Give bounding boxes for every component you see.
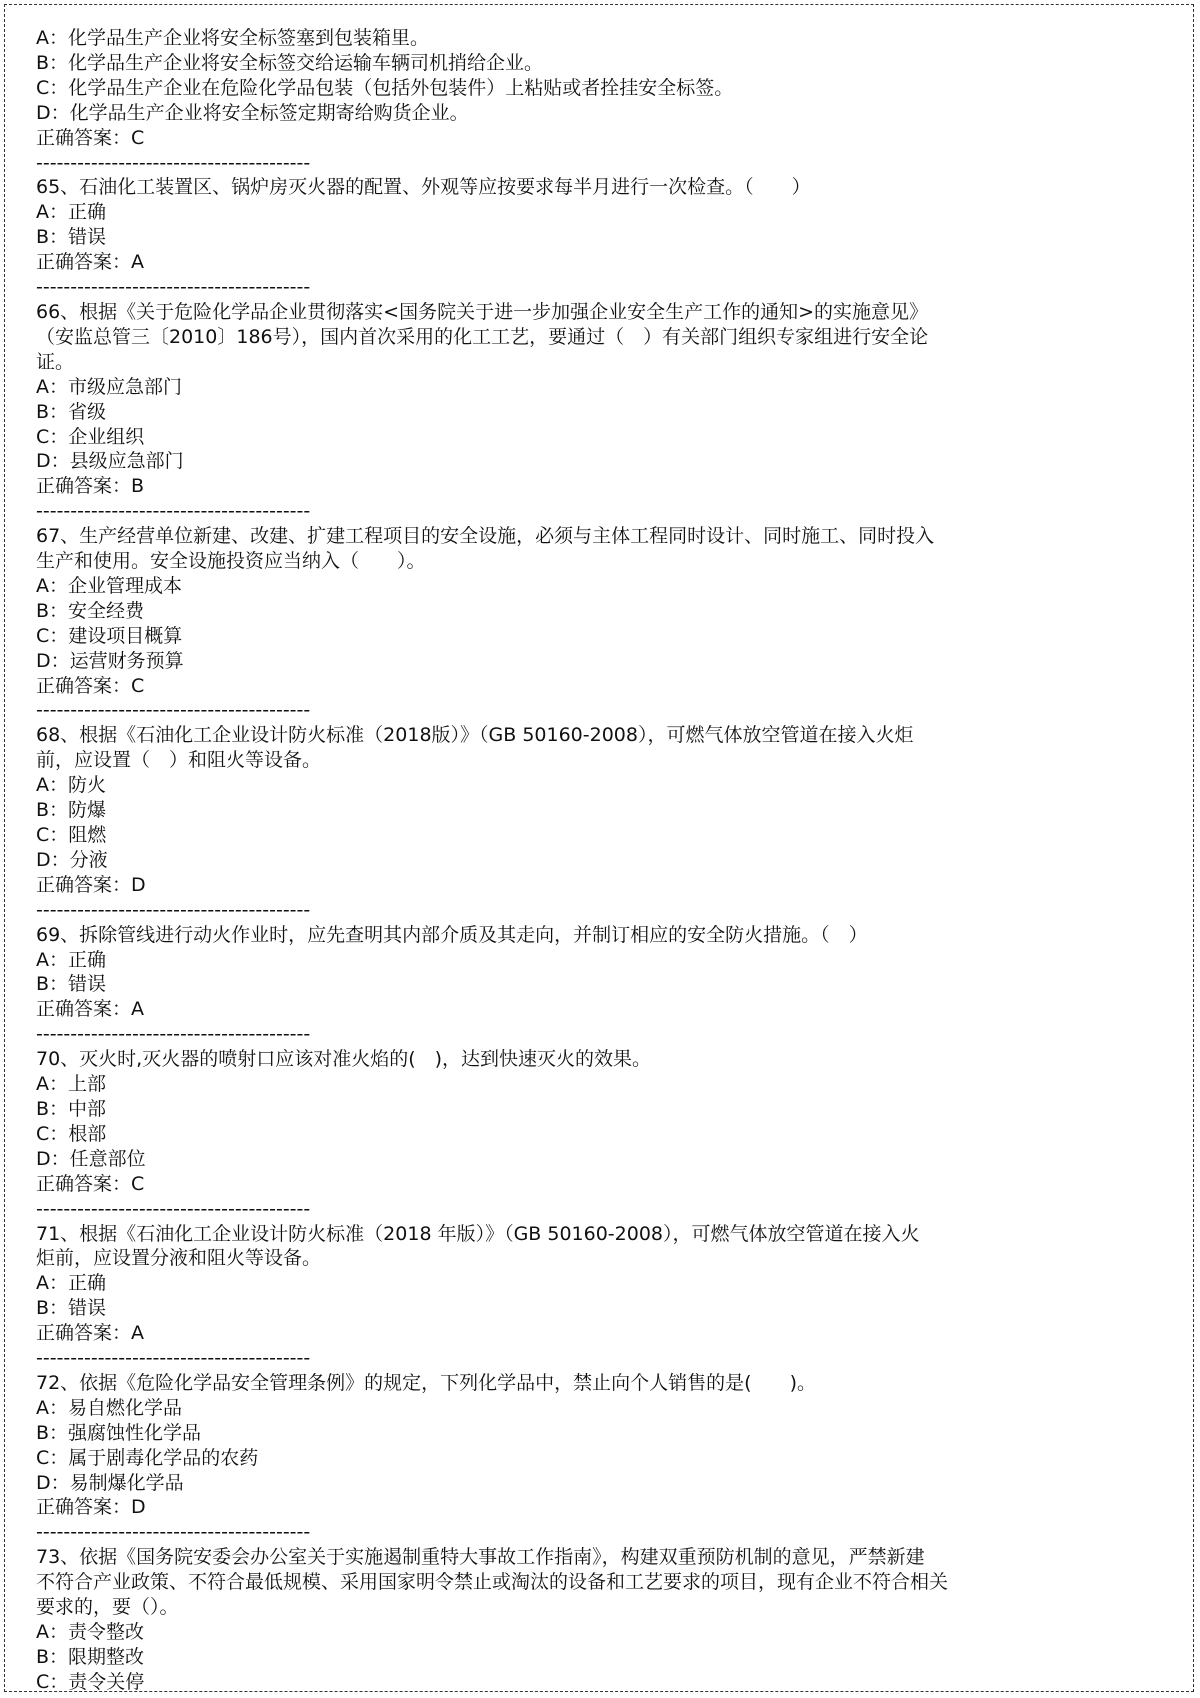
option-line: B：省级 — [36, 400, 107, 423]
option-a: A：化学品生产企业将安全标签塞到包装箱里。 — [36, 27, 429, 49]
question-block — [36, 723, 1076, 897]
option-line: C：建设项目概算 — [36, 624, 183, 647]
question-text: （安监总管三〔2010〕186号），国内首次采用的化工工艺，要通过（ ）有关部门组织专家组进行安全论 — [36, 325, 929, 348]
option-line: C：企业组织 — [36, 425, 145, 448]
question-block — [36, 1047, 1076, 1196]
option-c: C：化学品生产企业在危险化学品包装（包括外包装件）上粘贴或者拴挂安全标签。 — [36, 76, 734, 99]
question-text: 生产和使用。安全设施投资应当纳入（ ）。 — [36, 550, 426, 573]
question-text: 前，应设置（ ）和阻火等设备。 — [36, 749, 322, 772]
question-text: 70、灭火时,灭火器的喷射口应该对准火焰的( )，达到快速灭火的效果。 — [36, 1048, 652, 1071]
separator-line: ---------------------------------------- — [36, 699, 311, 722]
answer-line: 正确答案：C — [36, 1172, 145, 1195]
option-line: A：上部 — [36, 1073, 106, 1096]
option-line: B：错误 — [36, 1297, 107, 1320]
option-line: A：正确 — [36, 1272, 106, 1295]
option-line: A：企业管理成本 — [36, 574, 182, 597]
option-line: D：县级应急部门 — [36, 450, 184, 473]
option-line: D：分液 — [36, 848, 108, 871]
separator-line: ---------------------------------------- — [36, 898, 311, 921]
question-text: 68、根据《石油化工企业设计防火标准（2018版）》（GB 50160-2008），可燃气体放空管道在接入火炬 — [36, 724, 914, 747]
option-line: A：市级应急部门 — [36, 375, 182, 398]
option-line: A：责令整改 — [36, 1621, 144, 1643]
question-block — [36, 1545, 1076, 1694]
separator-line: ---------------------------------------- — [36, 1197, 311, 1220]
separator-line: ---------------------------------------- — [36, 1023, 311, 1046]
question-text: 要求的，要（）。 — [36, 1596, 179, 1619]
option-line: D：运营财务预算 — [36, 649, 184, 672]
question-text: 65、石油化工装置区、锅炉房灭火器的配置、外观等应按要求每半月进行一次检查。（ ） — [36, 176, 811, 199]
answer-line: 正确答案：B — [36, 475, 145, 498]
separator-line: ---------------------------------------- — [36, 151, 311, 174]
option-line: D：任意部位 — [36, 1147, 146, 1170]
question-text: 证。 — [36, 350, 75, 373]
question-block — [36, 923, 1076, 1023]
option-line: A：易自燃化学品 — [36, 1396, 182, 1419]
answer-line: 正确答案：D — [36, 1496, 146, 1519]
option-line: D：易制爆化学品 — [36, 1471, 184, 1494]
separator-line: ---------------------------------------- — [36, 500, 311, 523]
option-line: A：防火 — [36, 774, 106, 797]
option-d: D：化学品生产企业将安全标签定期寄给购货企业。 — [36, 101, 469, 124]
document-content — [36, 26, 1076, 1695]
option-line: B：错误 — [36, 973, 107, 996]
option-line: C：责令关停 — [36, 1670, 145, 1693]
answer-line: 正确答案：A — [36, 998, 144, 1021]
head-block — [36, 26, 1076, 151]
answer-line: 正确答案：A — [36, 1322, 144, 1345]
question-block — [36, 175, 1076, 275]
separator-line: ---------------------------------------- — [36, 1521, 311, 1544]
question-text: 71、根据《石油化工企业设计防火标准（2018 年版）》（GB 50160-2008），可燃气体放空管道在接入火 — [36, 1222, 920, 1245]
option-b: B：化学品生产企业将安全标签交给运输车辆司机捎给企业。 — [36, 51, 544, 74]
question-block — [36, 300, 1076, 499]
answer-line: 正确答案：C — [36, 126, 145, 149]
option-line: A：正确 — [36, 201, 106, 224]
answer-line: 正确答案：A — [36, 251, 144, 274]
question-text: 炬前，应设置分液和阻火等设备。 — [36, 1247, 322, 1270]
question-text: 不符合产业政策、不符合最低规模、采用国家明令禁止或淘汰的设备和工艺要求的项目，现有企业不符合相关 — [36, 1571, 949, 1594]
answer-line: 正确答案：D — [36, 873, 146, 896]
option-line: B：安全经费 — [36, 599, 145, 622]
option-line: A：正确 — [36, 948, 106, 971]
separator-line: ---------------------------------------- — [36, 1347, 311, 1370]
option-line: C：阻燃 — [36, 824, 107, 846]
option-line: B：强腐蚀性化学品 — [36, 1421, 202, 1444]
option-line: B：防爆 — [36, 799, 107, 822]
question-text: 67、生产经营单位新建、改建、扩建工程项目的安全设施，必须与主体工程同时设计、同时施工、同时投入 — [36, 525, 935, 548]
option-line: C：根部 — [36, 1122, 107, 1145]
option-line: C：属于剧毒化学品的农药 — [36, 1446, 259, 1469]
option-line: B：错误 — [36, 226, 107, 249]
option-line: B：中部 — [36, 1097, 107, 1120]
question-list — [36, 151, 1076, 1695]
question-block — [36, 1222, 1076, 1347]
separator-line: ---------------------------------------- — [36, 276, 311, 299]
option-line: B：限期整改 — [36, 1645, 145, 1668]
question-text: 72、依据《危险化学品安全管理条例》的规定，下列化学品中，禁止向个人销售的是( )。 — [36, 1371, 817, 1394]
question-block — [36, 524, 1076, 698]
question-text: 73、依据《国务院安委会办公室关于实施遏制重特大事故工作指南》，构建双重预防机制的意见，严禁新建 — [36, 1546, 925, 1569]
question-block — [36, 1371, 1076, 1520]
question-text: 66、根据《关于危险化学品企业贯彻落实<国务院关于进一步加强企业安全生产工作的通知>的实施意见》 — [36, 300, 929, 323]
answer-line: 正确答案：C — [36, 674, 145, 697]
question-text: 69、拆除管线进行动火作业时，应先查明其内部介质及其走向，并制订相应的安全防火措施。（ ） — [36, 923, 868, 946]
